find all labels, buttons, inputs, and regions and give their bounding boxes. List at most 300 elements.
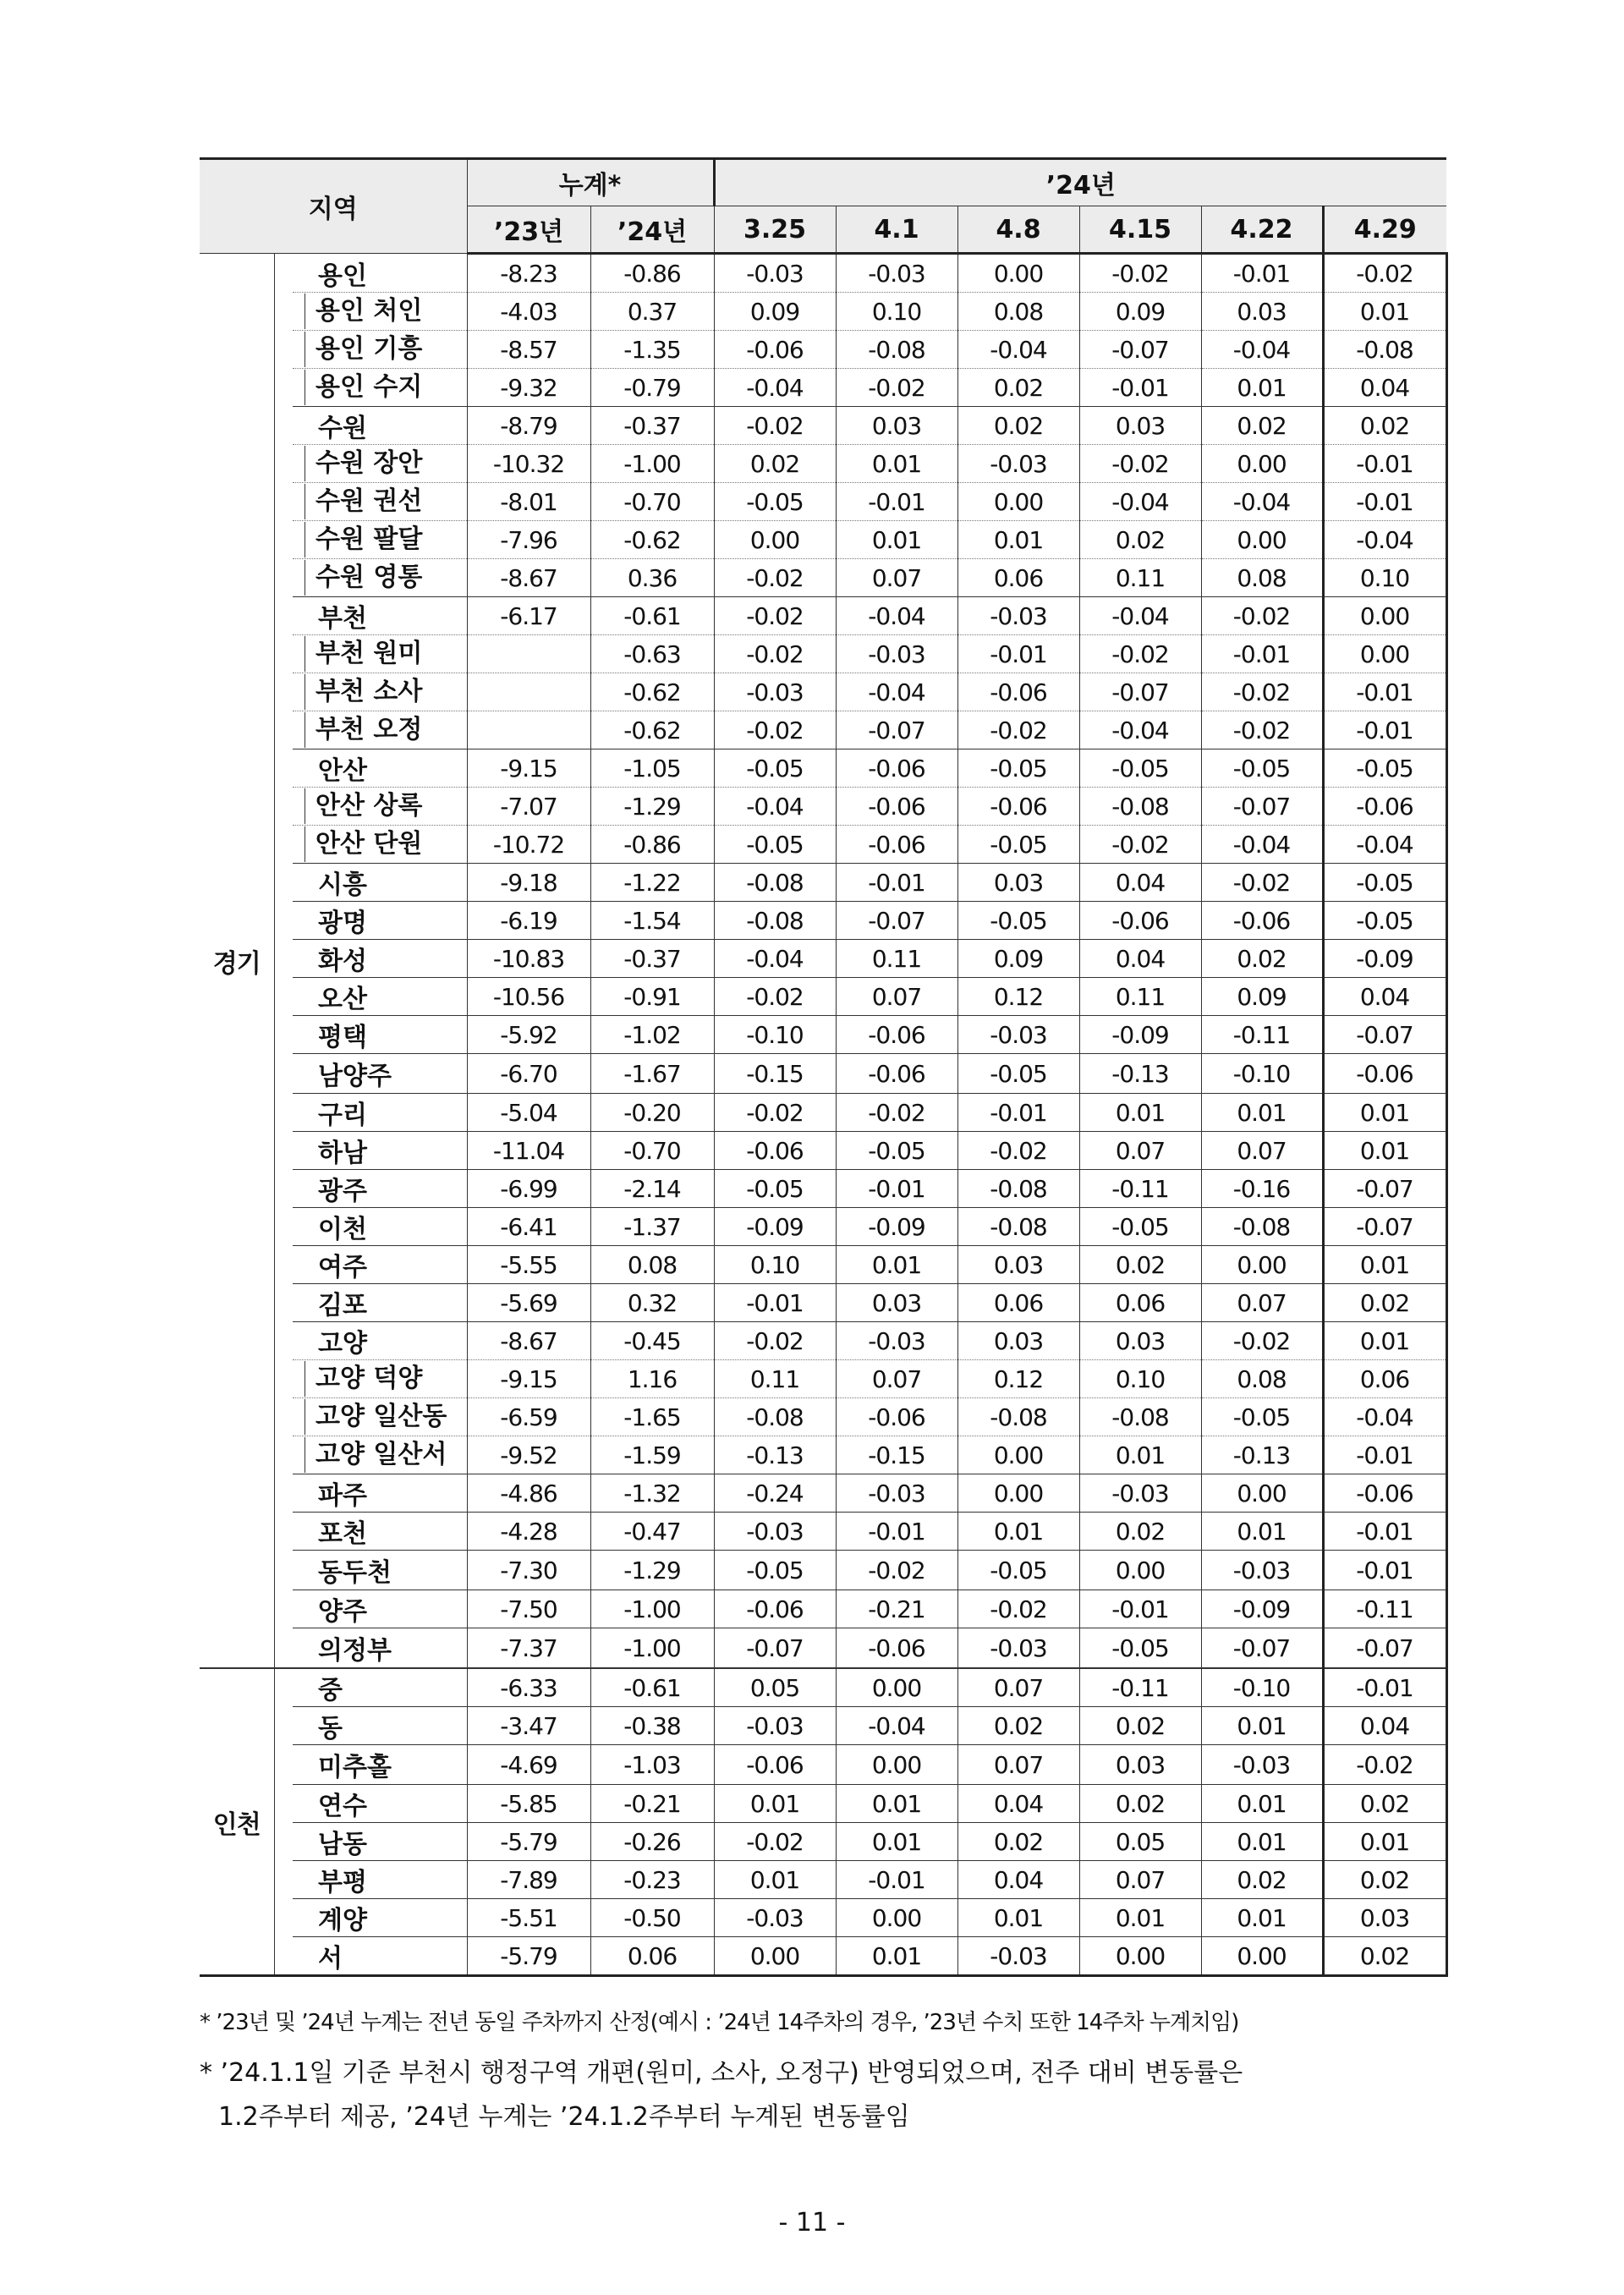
region-name: 화성 [318, 947, 367, 976]
table-row [200, 331, 1446, 369]
cumulative-value: -10.72 [467, 826, 590, 864]
footnotes [200, 2005, 1446, 2139]
weekly-change-value: 0.07 [836, 559, 957, 597]
weekly-change-value: -0.01 [1323, 1668, 1446, 1707]
subregion-name: 부천 오정 [304, 712, 422, 748]
cumulative-value: -5.51 [467, 1899, 590, 1937]
weekly-change-value: -0.05 [1201, 1398, 1323, 1436]
col-header-cum24: ’24년 [590, 206, 714, 254]
weekly-change-value: 0.07 [1079, 1861, 1201, 1899]
weekly-change-value: 0.01 [836, 445, 957, 483]
region-name-cell [293, 1170, 467, 1208]
cumulative-value: -0.50 [590, 1899, 714, 1937]
region-name-cell [293, 1398, 467, 1436]
province-label: 경기 [212, 948, 261, 979]
weekly-change-value: 0.02 [1079, 1707, 1201, 1745]
weekly-change-value: -0.08 [1079, 1398, 1201, 1436]
region-name-cell [293, 788, 467, 826]
region-name: 중 [318, 1676, 343, 1705]
weekly-change-value: -0.02 [957, 1132, 1079, 1170]
table-row [200, 254, 1446, 293]
region-name-cell [293, 1208, 467, 1246]
table-row [200, 1668, 1446, 1707]
weekly-change-value: -0.01 [836, 1170, 957, 1208]
cumulative-value: -0.62 [590, 673, 714, 711]
cumulative-value: -1.00 [590, 1590, 714, 1628]
cumulative-value: -0.37 [590, 407, 714, 445]
region-name: 남동 [318, 1830, 367, 1859]
weekly-change-value: -0.05 [714, 826, 836, 864]
weekly-change-value: -0.06 [836, 1054, 957, 1094]
weekly-change-value: -0.06 [957, 788, 1079, 826]
weekly-change-value: -0.10 [714, 1016, 836, 1054]
weekly-change-value: -0.03 [714, 1707, 836, 1745]
weekly-change-value: 0.02 [1079, 1785, 1201, 1823]
table-row [200, 1513, 1446, 1551]
weekly-change-value: 0.01 [1323, 293, 1446, 331]
table-row [200, 1436, 1446, 1474]
table-row [200, 788, 1446, 826]
cumulative-value: -0.70 [590, 1132, 714, 1170]
region-name-cell [293, 1590, 467, 1628]
region-name-cell [293, 293, 467, 331]
weekly-change-value: -0.05 [836, 1132, 957, 1170]
table-row [200, 597, 1446, 635]
cumulative-value: -4.69 [467, 1745, 590, 1785]
cumulative-value: -0.70 [590, 483, 714, 521]
weekly-change-value: 0.11 [836, 940, 957, 978]
weekly-change-value: 0.01 [1323, 1322, 1446, 1360]
cumulative-value: -1.03 [590, 1745, 714, 1785]
weekly-change-value: -0.03 [836, 254, 957, 293]
cumulative-value: -7.07 [467, 788, 590, 826]
cumulative-value: -5.69 [467, 1284, 590, 1322]
weekly-change-value: 0.04 [1079, 864, 1201, 902]
region-name: 고양 [318, 1329, 367, 1359]
cumulative-value: -7.30 [467, 1551, 590, 1590]
region-name-cell [293, 597, 467, 635]
cumulative-value: -9.52 [467, 1436, 590, 1474]
cumulative-value: -0.86 [590, 254, 714, 293]
region-name-cell [293, 635, 467, 673]
weekly-change-value: 0.03 [957, 1246, 1079, 1284]
weekly-change-value: -0.11 [1079, 1668, 1201, 1707]
weekly-change-value: -0.02 [714, 978, 836, 1016]
cumulative-value: -6.99 [467, 1170, 590, 1208]
weekly-change-value: 0.06 [957, 1284, 1079, 1322]
region-name-cell [293, 1246, 467, 1284]
cumulative-value: -0.62 [590, 521, 714, 559]
weekly-change-value: 0.04 [1323, 1707, 1446, 1745]
table-row [200, 826, 1446, 864]
subregion-name: 용인 수지 [304, 370, 422, 405]
weekly-change-value: 0.11 [1079, 559, 1201, 597]
table-row [200, 978, 1446, 1016]
region-name: 포천 [318, 1519, 367, 1549]
weekly-change-value: -0.03 [1201, 1745, 1323, 1785]
cumulative-value: -6.41 [467, 1208, 590, 1246]
weekly-change-value: -0.13 [714, 1436, 836, 1474]
weekly-change-value: 0.02 [957, 1823, 1079, 1861]
table-row [200, 1899, 1446, 1937]
weekly-change-value: -0.03 [957, 1628, 1079, 1669]
weekly-change-value: -0.15 [836, 1436, 957, 1474]
weekly-change-value: -0.02 [1323, 254, 1446, 293]
cumulative-value: -7.37 [467, 1628, 590, 1669]
weekly-change-value: -0.08 [957, 1208, 1079, 1246]
table-row [200, 1628, 1446, 1669]
cumulative-value: -6.17 [467, 597, 590, 635]
weekly-change-value: -0.03 [1201, 1551, 1323, 1590]
cumulative-value: -0.23 [590, 1861, 714, 1899]
cumulative-value: -7.89 [467, 1861, 590, 1899]
weekly-change-value: -0.05 [1079, 749, 1201, 788]
region-name: 하남 [318, 1139, 367, 1168]
weekly-change-value: -0.10 [1201, 1054, 1323, 1094]
cumulative-header: 누계* [467, 159, 714, 206]
weekly-change-value: 0.01 [1323, 1094, 1446, 1132]
cumulative-value: 0.08 [590, 1246, 714, 1284]
cumulative-value: -8.79 [467, 407, 590, 445]
region-name-cell [293, 1016, 467, 1054]
weekly-change-value: 0.01 [1323, 1132, 1446, 1170]
region-name-cell [293, 1861, 467, 1899]
cumulative-value: -0.62 [590, 711, 714, 749]
region-name-cell [293, 1551, 467, 1590]
cumulative-value: -1.37 [590, 1208, 714, 1246]
weekly-change-value: -0.02 [1079, 254, 1201, 293]
weekly-change-value: -0.02 [714, 559, 836, 597]
weekly-change-value: -0.02 [1079, 635, 1201, 673]
region-name-cell [293, 254, 467, 293]
weekly-change-value: 0.11 [1079, 978, 1201, 1016]
weekly-change-value: -0.06 [836, 788, 957, 826]
weekly-change-value: -0.05 [957, 749, 1079, 788]
table-row [200, 1208, 1446, 1246]
region-name-cell [293, 864, 467, 902]
col-header-week: 4.8 [957, 206, 1079, 254]
weekly-change-value: 0.02 [1323, 407, 1446, 445]
weekly-change-value: -0.05 [957, 902, 1079, 940]
subregion-name: 안산 상록 [304, 788, 422, 824]
weekly-change-value: -0.07 [1323, 1016, 1446, 1054]
weekly-change-value: 0.10 [1323, 559, 1446, 597]
cumulative-value: 1.16 [590, 1360, 714, 1398]
weekly-change-value: 0.02 [1079, 1246, 1201, 1284]
weekly-change-value: 0.02 [1323, 1937, 1446, 1976]
weekly-change-value: 0.02 [957, 407, 1079, 445]
weekly-change-value: -0.16 [1201, 1170, 1323, 1208]
weekly-change-value: -0.13 [1079, 1054, 1201, 1094]
table-row [200, 1016, 1446, 1054]
cumulative-value: -0.61 [590, 597, 714, 635]
cumulative-value: 0.37 [590, 293, 714, 331]
weekly-change-value: 0.00 [1201, 1246, 1323, 1284]
region-name: 양주 [318, 1597, 367, 1627]
cumulative-value: -8.01 [467, 483, 590, 521]
cumulative-value: -1.65 [590, 1398, 714, 1436]
weekly-change-value: -0.02 [1201, 864, 1323, 902]
table-row [200, 1398, 1446, 1436]
region-name: 파주 [318, 1481, 367, 1511]
weekly-change-value: 0.10 [714, 1246, 836, 1284]
weekly-change-value: 0.08 [1201, 1360, 1323, 1398]
region-name-cell [293, 711, 467, 749]
weekly-change-value: 0.07 [957, 1745, 1079, 1785]
weekly-change-value: -0.04 [1079, 483, 1201, 521]
weekly-change-value: -0.08 [1079, 788, 1201, 826]
weekly-change-value: -0.03 [836, 1474, 957, 1513]
subregion-name: 고양 일산동 [304, 1399, 447, 1435]
subregion-name: 고양 일산서 [304, 1437, 447, 1473]
weekly-change-value: 0.04 [1323, 978, 1446, 1016]
weekly-change-value: 0.09 [1201, 978, 1323, 1016]
cumulative-value: -8.23 [467, 254, 590, 293]
region-name: 광명 [318, 909, 367, 938]
cumulative-value: -8.57 [467, 331, 590, 369]
cumulative-value: -0.47 [590, 1513, 714, 1551]
region-name-cell [293, 1054, 467, 1094]
weekly-change-value: 0.09 [1079, 293, 1201, 331]
cumulative-value: -9.15 [467, 749, 590, 788]
region-name: 오산 [318, 985, 367, 1014]
weekly-change-value: -0.06 [714, 1132, 836, 1170]
cumulative-value: -6.19 [467, 902, 590, 940]
weekly-change-value: -0.01 [1079, 1590, 1201, 1628]
weekly-change-value: -0.06 [1079, 902, 1201, 940]
cumulative-value: -8.67 [467, 559, 590, 597]
weekly-change-value: -0.02 [1079, 826, 1201, 864]
weekly-change-value: 0.07 [1079, 1132, 1201, 1170]
weekly-change-value: -0.01 [1323, 445, 1446, 483]
region-name-cell [293, 445, 467, 483]
weekly-change-value: -0.02 [714, 407, 836, 445]
table-row [200, 902, 1446, 940]
table-row [200, 1132, 1446, 1170]
weekly-change-value: 0.03 [836, 407, 957, 445]
weekly-change-value: -0.06 [836, 1016, 957, 1054]
cumulative-value: -10.56 [467, 978, 590, 1016]
weekly-change-value: -0.07 [1323, 1170, 1446, 1208]
weekly-change-value: -0.24 [714, 1474, 836, 1513]
weekly-change-value: 0.00 [1201, 1937, 1323, 1976]
weekly-change-value: 0.01 [1079, 1899, 1201, 1937]
weekly-change-value: -0.05 [1323, 864, 1446, 902]
weekly-change-value: -0.02 [1201, 597, 1323, 635]
weekly-change-value: 0.00 [957, 483, 1079, 521]
cumulative-value: -1.00 [590, 1628, 714, 1669]
cumulative-value: 0.32 [590, 1284, 714, 1322]
weekly-change-value: -0.04 [1323, 826, 1446, 864]
region-name: 구리 [318, 1101, 367, 1130]
region-name: 평택 [318, 1023, 367, 1052]
weekly-change-value: -0.06 [836, 1628, 957, 1669]
weekly-change-value: 0.07 [1201, 1284, 1323, 1322]
price-change-table [200, 157, 1448, 1977]
weekly-change-value: -0.05 [714, 1170, 836, 1208]
weekly-change-value: -0.02 [836, 1094, 957, 1132]
weekly-change-value: -0.11 [1079, 1170, 1201, 1208]
cumulative-value: -9.18 [467, 864, 590, 902]
cumulative-value: -8.67 [467, 1322, 590, 1360]
weekly-change-value: -0.02 [714, 1322, 836, 1360]
weekly-change-value: -0.06 [836, 1398, 957, 1436]
cumulative-value: -0.63 [590, 635, 714, 673]
cumulative-value: -0.21 [590, 1785, 714, 1823]
region-name-cell [293, 1132, 467, 1170]
region-name: 동 [318, 1714, 343, 1743]
weekly-change-value: 0.01 [836, 1246, 957, 1284]
table-row [200, 673, 1446, 711]
weekly-change-value: -0.01 [1323, 673, 1446, 711]
cumulative-value: -10.32 [467, 445, 590, 483]
weekly-change-value: 0.02 [1323, 1785, 1446, 1823]
province-label: 인천 [200, 1668, 274, 1976]
weekly-change-value: -0.21 [836, 1590, 957, 1628]
table-row [200, 1823, 1446, 1861]
weekly-change-value: 0.06 [957, 559, 1079, 597]
region-indent-spacer [274, 254, 293, 1669]
weekly-change-value: -0.09 [714, 1208, 836, 1246]
col-header-week: 4.22 [1201, 206, 1323, 254]
footnote-cumulative: * ’23년 및 ’24년 누계는 전년 동일 주차까지 산정(예시 : ’24년 14주차의 경우, ’23년 수치 또한 14주차 누계치임) [200, 2010, 1239, 2035]
weekly-change-value: -0.04 [714, 369, 836, 407]
weekly-change-value: 0.00 [836, 1668, 957, 1707]
subregion-name: 부천 소사 [304, 674, 422, 710]
weekly-change-value: 0.04 [957, 1785, 1079, 1823]
weekly-change-value: -0.05 [957, 1054, 1079, 1094]
weekly-change-value: -0.08 [714, 902, 836, 940]
weekly-change-value: -0.04 [1323, 521, 1446, 559]
table-row [200, 635, 1446, 673]
subregion-name: 안산 단원 [304, 826, 422, 862]
weekly-change-value: -0.05 [957, 1551, 1079, 1590]
weekly-change-value: -0.06 [836, 826, 957, 864]
weekly-change-value: -0.02 [836, 369, 957, 407]
weekly-change-value: -0.02 [1323, 1745, 1446, 1785]
region-name-cell [293, 1785, 467, 1823]
weekly-change-value: -0.05 [1079, 1628, 1201, 1669]
table-row [200, 1322, 1446, 1360]
weekly-change-value: -0.06 [1323, 788, 1446, 826]
weekly-change-value: 0.02 [714, 445, 836, 483]
cumulative-value: -1.32 [590, 1474, 714, 1513]
cumulative-value: -3.47 [467, 1707, 590, 1745]
region-name-cell [293, 1284, 467, 1322]
weekly-change-value: -0.07 [1201, 788, 1323, 826]
weekly-change-value: -0.06 [714, 1745, 836, 1785]
weekly-change-value: -0.01 [1201, 254, 1323, 293]
weekly-change-value: -0.09 [1201, 1590, 1323, 1628]
weekly-change-value: -0.05 [1323, 749, 1446, 788]
cumulative-value: -4.03 [467, 293, 590, 331]
cumulative-value: -1.02 [590, 1016, 714, 1054]
region-name-cell [293, 331, 467, 369]
weekly-change-value: -0.04 [836, 673, 957, 711]
weekly-change-value: -0.01 [957, 635, 1079, 673]
weekly-change-value: 0.03 [836, 1284, 957, 1322]
weekly-change-value: -0.05 [1323, 902, 1446, 940]
weekly-change-value: 0.09 [957, 940, 1079, 978]
cumulative-value: -0.61 [590, 1668, 714, 1707]
region-name-cell [293, 1513, 467, 1551]
weekly-change-value: 0.01 [1079, 1436, 1201, 1474]
table-row [200, 445, 1446, 483]
weekly-change-value: 0.09 [714, 293, 836, 331]
weekly-change-value: 0.05 [714, 1668, 836, 1707]
weekly-change-value: 0.01 [714, 1785, 836, 1823]
cumulative-value: -0.91 [590, 978, 714, 1016]
region-name-cell [293, 978, 467, 1016]
cumulative-value: -6.59 [467, 1398, 590, 1436]
cumulative-value: -5.79 [467, 1823, 590, 1861]
weekly-change-value: -0.01 [1323, 1513, 1446, 1551]
weekly-change-value: -0.04 [714, 788, 836, 826]
weekly-change-value: 0.03 [1079, 407, 1201, 445]
weekly-change-value: 0.01 [836, 1823, 957, 1861]
weekly-change-value: 0.03 [957, 864, 1079, 902]
region-name-cell [293, 1322, 467, 1360]
table-row [200, 521, 1446, 559]
col-header-cum23: ’23년 [467, 206, 590, 254]
weekly-change-value: 0.06 [1079, 1284, 1201, 1322]
cumulative-value [467, 711, 590, 749]
region-name-cell [293, 1668, 467, 1707]
table-row [200, 1246, 1446, 1284]
region-name-cell [293, 940, 467, 978]
weekly-change-value: -0.06 [957, 673, 1079, 711]
weekly-change-value: 0.01 [836, 1937, 957, 1976]
weekly-change-value: 0.01 [957, 1899, 1079, 1937]
cumulative-value: -4.28 [467, 1513, 590, 1551]
weekly-change-value: -0.01 [1323, 711, 1446, 749]
weekly-change-value: -0.03 [957, 597, 1079, 635]
cumulative-value: -1.05 [590, 749, 714, 788]
region-name: 계양 [318, 1906, 367, 1935]
weekly-change-value: 0.07 [836, 1360, 957, 1398]
region-name: 부평 [318, 1868, 367, 1897]
weekly-change-value: -0.08 [714, 864, 836, 902]
table-row [200, 1360, 1446, 1398]
weekly-change-value: -0.01 [1079, 369, 1201, 407]
cumulative-value: -9.32 [467, 369, 590, 407]
weekly-change-value: -0.03 [714, 1513, 836, 1551]
weekly-change-value: 0.03 [1079, 1322, 1201, 1360]
weekly-change-value: -0.08 [957, 1170, 1079, 1208]
region-name: 이천 [318, 1215, 367, 1244]
cumulative-value: -6.33 [467, 1668, 590, 1707]
region-name-cell [293, 1094, 467, 1132]
table-row [200, 1094, 1446, 1132]
weekly-change-value: -0.13 [1201, 1436, 1323, 1474]
weekly-change-value: 0.10 [836, 293, 957, 331]
table-row [200, 864, 1446, 902]
weekly-change-value: 0.01 [836, 1785, 957, 1823]
subregion-name: 수원 영통 [304, 560, 422, 596]
weekly-change-value: -0.08 [1201, 1208, 1323, 1246]
cumulative-value: -9.15 [467, 1360, 590, 1398]
weekly-change-value: 0.02 [1201, 1861, 1323, 1899]
weekly-change-value: -0.06 [714, 331, 836, 369]
weekly-change-value: -0.02 [1201, 711, 1323, 749]
region-name: 서 [318, 1944, 343, 1974]
weekly-change-value: -0.04 [1201, 483, 1323, 521]
weekly-change-value: 0.04 [1323, 369, 1446, 407]
col-header-week: 4.29 [1323, 206, 1446, 254]
region-name: 남양주 [318, 1062, 392, 1091]
region-name: 김포 [318, 1291, 367, 1320]
cumulative-value: -1.22 [590, 864, 714, 902]
